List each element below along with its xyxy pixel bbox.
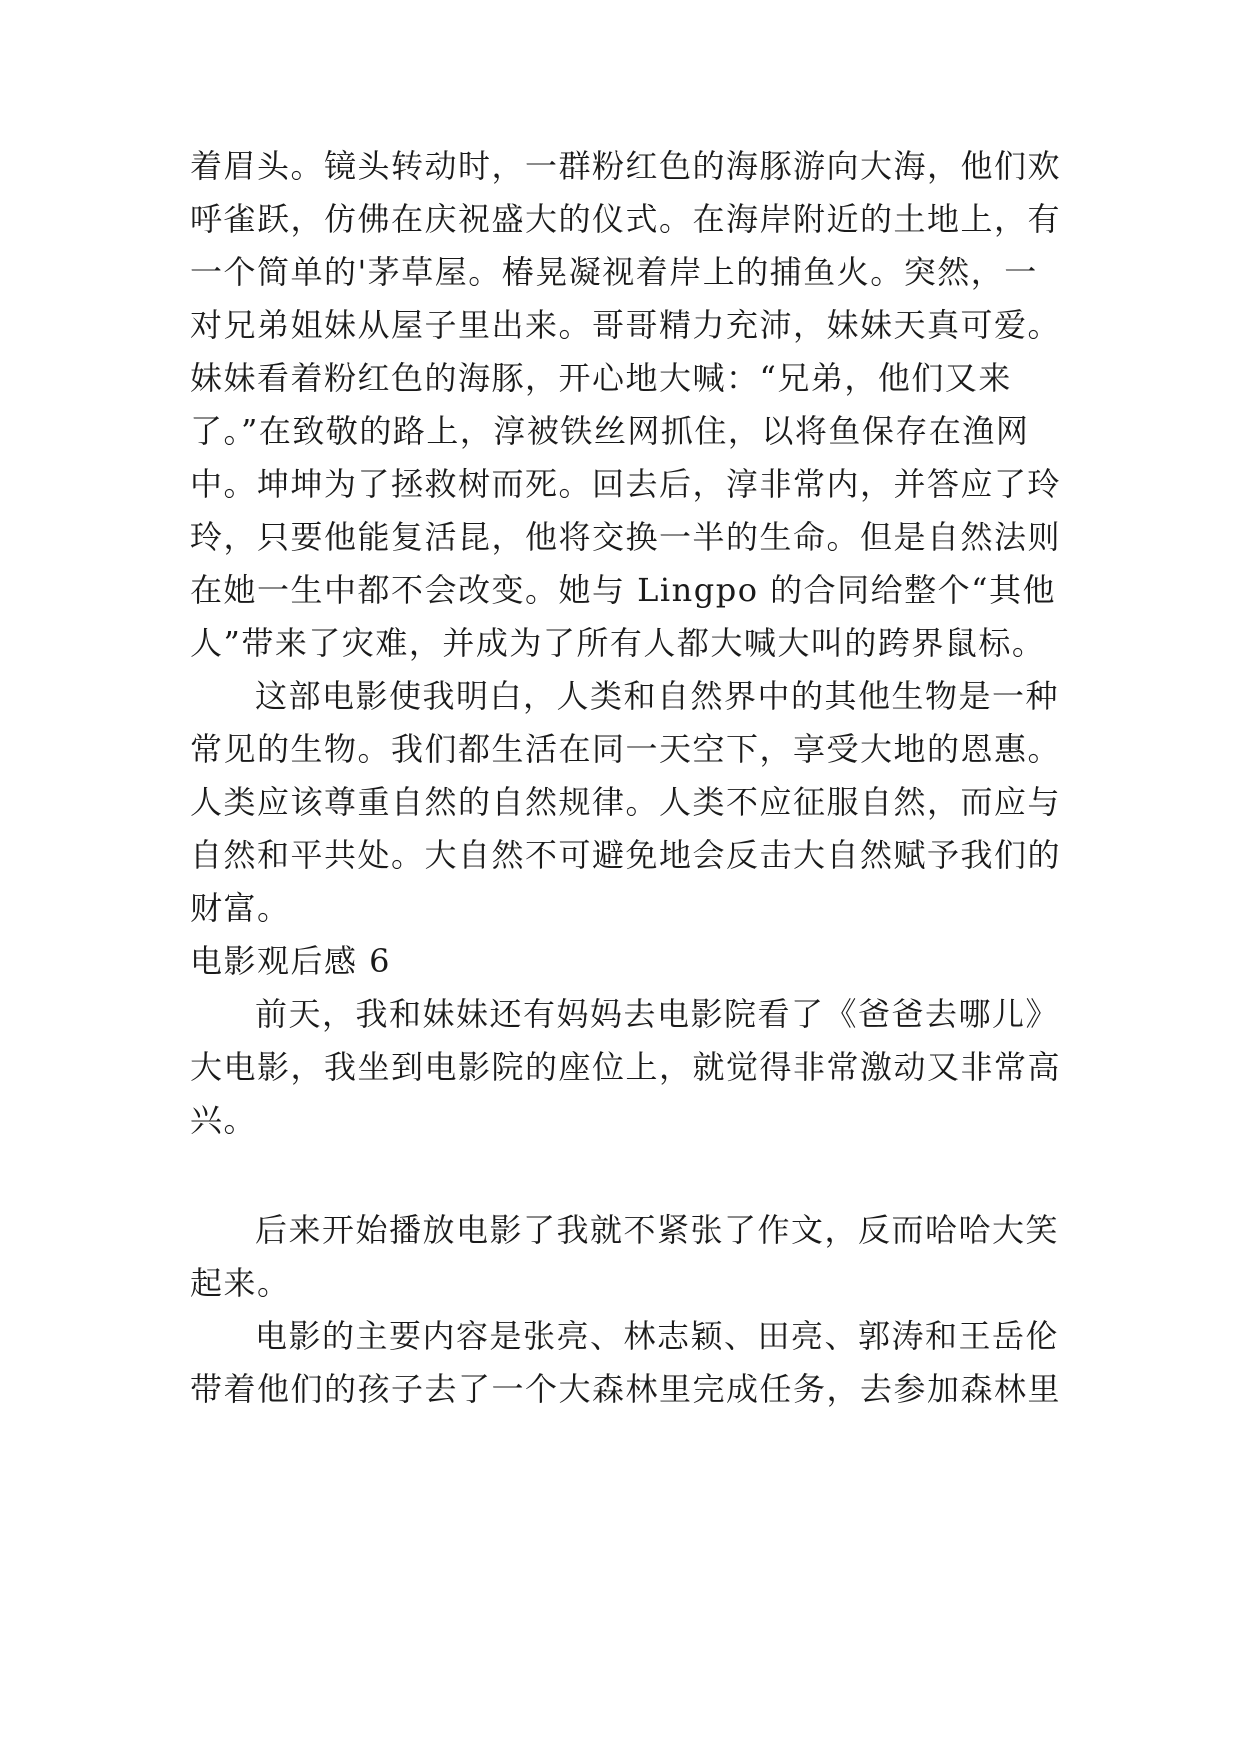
- text-line: 人类应该尊重自然的自然规律。人类不应征服自然，而应与: [190, 783, 1062, 821]
- text-line: 对兄弟姐妹从屋子里出来。哥哥精力充沛，妹妹天真可爱。: [190, 306, 1062, 344]
- text-line: 在她一生中都不会改变。她与 Lingpo 的合同给整个“其他: [190, 571, 1057, 609]
- text-line: 前天，我和妹妹还有妈妈去电影院看了《爸爸去哪儿》: [255, 995, 1060, 1033]
- text-line: 财富。: [190, 889, 291, 927]
- text-line: 妹妹看着粉红色的海豚，开心地大喊：“兄弟，他们又来: [190, 359, 1012, 397]
- text-line: 玲，只要他能复活昆，他将交换一半的生命。但是自然法则: [190, 518, 1062, 556]
- text-line: 一个简单的'茅草屋。椿晃凝视着岸上的捕鱼火。突然，一: [190, 253, 1038, 291]
- section-heading: 电影观后感 6: [190, 942, 392, 980]
- text-line: 带着他们的孩子去了一个大森林里完成任务，去参加森林里: [190, 1370, 1062, 1408]
- text-line: 了。”在致敬的路上，淳被铁丝网抓住，以将鱼保存在渔网: [190, 412, 1030, 450]
- text-line: 兴。: [190, 1101, 258, 1139]
- text-line: 中。坤坤为了拯救树而死。回去后，淳非常内，并答应了玲: [190, 465, 1062, 503]
- text-line: 这部电影使我明白，人类和自然界中的其他生物是一种: [255, 677, 1060, 715]
- text-line: 大电影，我坐到电影院的座位上，就觉得非常激动又非常高: [190, 1048, 1062, 1086]
- text-line: 人”带来了灾难，并成为了所有人都大喊大叫的跨界鼠标。: [190, 624, 1046, 662]
- text-line: 电影的主要内容是张亮、林志颖、田亮、郭涛和王岳伦: [255, 1317, 1060, 1355]
- text-line: 自然和平共处。大自然不可避免地会反击大自然赋予我们的: [190, 836, 1062, 874]
- text-line: 常见的生物。我们都生活在同一天空下，享受大地的恩惠。: [190, 730, 1062, 768]
- text-line: 着眉头。镜头转动时，一群粉红色的海豚游向大海，他们欢: [190, 147, 1062, 185]
- text-line: 呼雀跃，仿佛在庆祝盛大的仪式。在海岸附近的土地上，有: [190, 200, 1062, 238]
- text-line: 后来开始播放电影了我就不紧张了作文，反而哈哈大笑: [255, 1211, 1060, 1249]
- text-line: 起来。: [190, 1264, 291, 1302]
